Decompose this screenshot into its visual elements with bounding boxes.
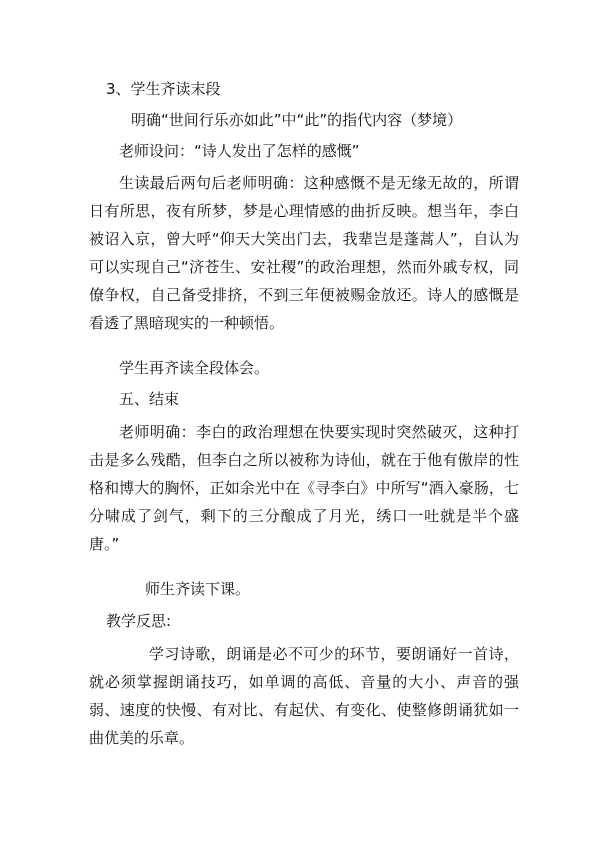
reread-line: 学生再齐读全段体会。 (119, 359, 270, 377)
section-heading-5: 五、结束 (119, 390, 180, 408)
clarify-line: 明确“世间行乐亦如此”中“此”的指代内容（梦境） (131, 111, 463, 129)
ending-paragraph: 老师明确：李白的政治理想在快要实现时突然破灭，这种打击是多么残酷，但李白之所以被称为诗仙，就在于他有傲岸的性格和博大的胸怀，正如余光中在《寻李白》中所写“酒入豪肠，七分啸成了剑气，剩下的三分酿成了月光，绣口一吐就是半个盛唐。” (89, 423, 519, 553)
reflection-paragraph: 学习诗歌，朗诵是必不可少的环节，要朗诵好一首诗，就必须掌握朗诵技巧，如单调的高低、音量的大小、声音的强弱、速度的快慢、有对比、有起伏、有变化、使整修朗诵犹如一曲优美的乐章。 (89, 645, 519, 747)
section-heading-3: 3、学生齐读末段 (106, 80, 221, 98)
question-line: 老师设问：“诗人发出了怎样的感慨” (119, 142, 360, 160)
dismiss-line: 师生齐读下课。 (145, 580, 251, 598)
explanation-paragraph: 生读最后两句后老师明确：这种感慨不是无缘无故的，所谓日有所思，夜有所梦，梦是心理情感的曲折反映。想当年，李白被诏入京，曾大呼“仰天大笑出门去，我辈岂是蓬蒿人”，自认为可以实现自己“济苍生、安社稷”的政治理想，然而外戚专权，同僚争权，自己备受排挤，不到三年便被赐金放还。诗人的感慨是看透了黑暗现实的一种顿悟。 (89, 174, 519, 332)
reflection-heading: 教学反思: (106, 612, 172, 630)
